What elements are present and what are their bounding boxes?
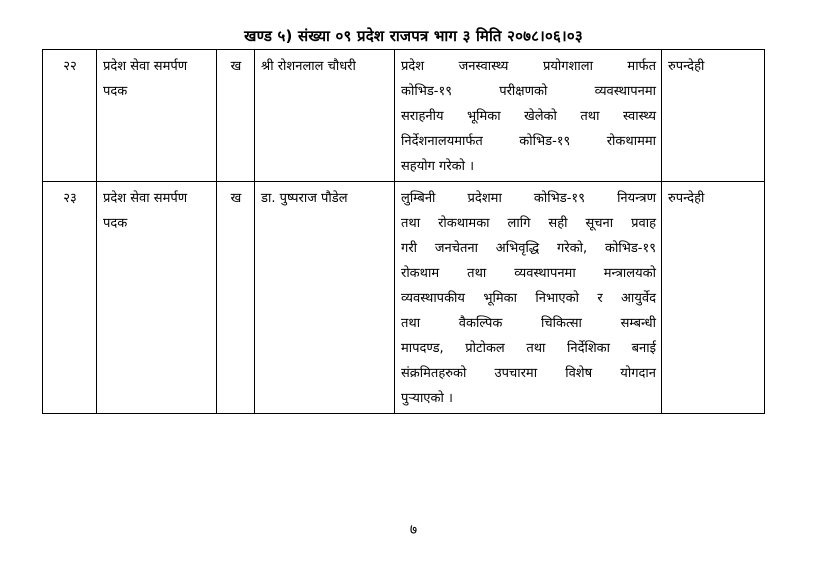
award-name: प्रदेश सेवा समर्पण पदक: [97, 182, 217, 414]
reason-line: लुम्बिनी प्रदेशमा कोभिड-१९ नियन्त्रण: [401, 191, 656, 206]
reason-line: तथा वैकल्पिक चिकित्सा सम्बन्धी: [401, 316, 656, 331]
reason-line: रोकथाम तथा व्यवस्थापनमा मन्त्रालयको: [401, 266, 656, 281]
reason-line: संक्रमितहरुको उपचारमा विशेष योगदान: [401, 366, 656, 381]
award-class: ख: [217, 182, 255, 414]
reason-line: मापदण्ड, प्रोटोकल तथा निर्देशिका बनाई: [401, 341, 656, 356]
district: रुपन्देही: [662, 182, 765, 414]
serial-number: २२: [43, 50, 97, 182]
award-name: प्रदेश सेवा समर्पण पदक: [97, 50, 217, 182]
reason-line: सराहनीय भूमिका खेलेको तथा स्वास्थ्य: [401, 109, 656, 124]
recipient-name: डा. पुष्पराज पौडेल: [255, 182, 395, 414]
award-reason: [395, 50, 662, 182]
recipient-name: श्री रोशनलाल चौधरी: [255, 50, 395, 182]
page-number: ७: [409, 522, 418, 538]
table-row: [43, 50, 765, 182]
table-row: [43, 182, 765, 414]
district: रुपन्देही: [662, 50, 765, 182]
award-reason: [395, 182, 662, 414]
page-header: खण्ड ५) संख्या ०९ प्रदेश राजपत्र भाग ३ मिति २०७८।०६।०३: [244, 27, 583, 45]
reason-line: पुर्‍याएको ।: [401, 391, 453, 406]
reason-line: निर्देशनालयमार्फत कोभिड-१९ रोकथाममा: [401, 134, 656, 149]
award-table: [42, 49, 765, 414]
reason-line: गरी जनचेतना अभिवृद्धि गरेको, कोभिड-१९: [401, 241, 656, 256]
reason-line: प्रदेश जनस्वास्थ्य प्रयोगशाला मार्फत: [401, 59, 656, 74]
reason-line: तथा रोकथामका लागि सही सूचना प्रवाह: [401, 216, 656, 231]
serial-number: २३: [43, 182, 97, 414]
reason-line: कोभिड-१९ परीक्षणको व्यवस्थापनमा: [401, 84, 656, 99]
reason-line: सहयोग गरेको ।: [401, 159, 475, 174]
reason-line: व्यवस्थापकीय भूमिका निभाएको र आयुर्वेद: [401, 291, 656, 306]
award-class: ख: [217, 50, 255, 182]
